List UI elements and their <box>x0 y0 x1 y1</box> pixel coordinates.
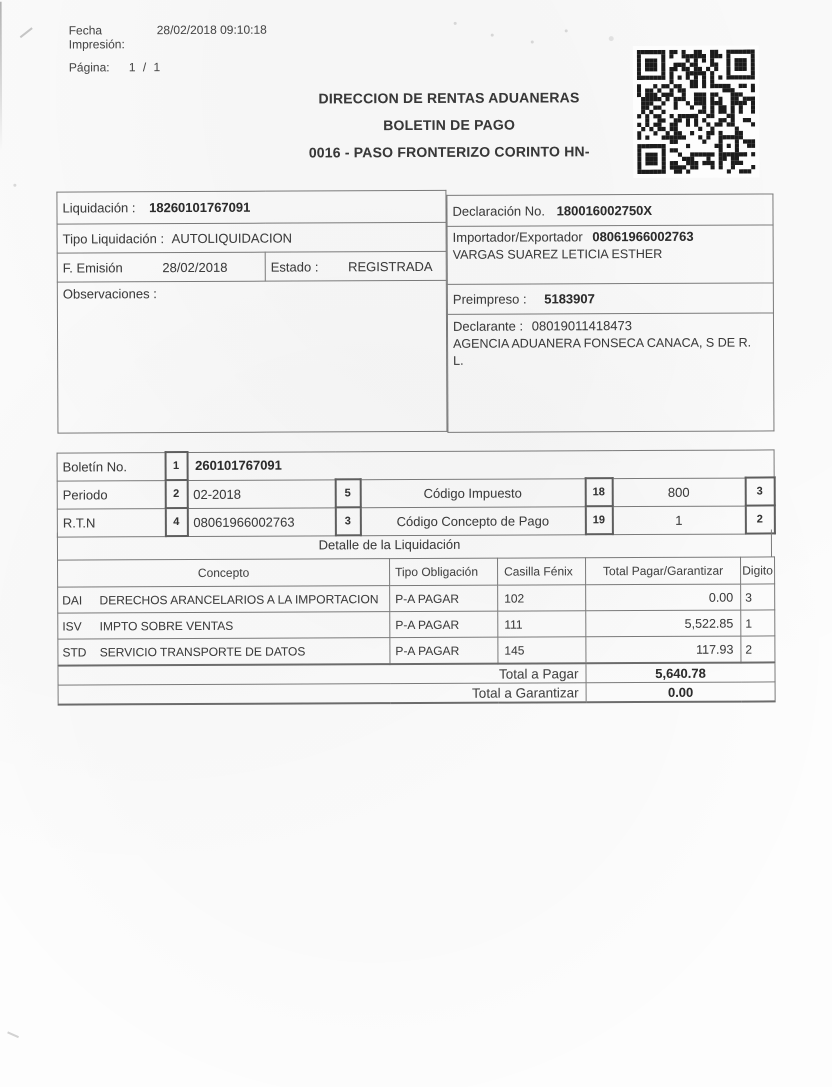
casilla-cell: 102 <box>498 585 586 611</box>
importador-line <box>453 228 773 244</box>
scan-speck <box>609 36 614 41</box>
importador-row <box>447 225 773 284</box>
codigo-concepto-box: 3 <box>335 507 360 535</box>
liquidacion-label: Liquidación : <box>62 200 136 216</box>
concepto-cell <box>58 586 390 613</box>
emision-value: 28/02/2018 <box>162 259 228 275</box>
declaracion-cell <box>447 194 773 226</box>
importador-cell <box>447 225 773 284</box>
header-tipo-obligacion: Tipo Obligación <box>390 558 498 585</box>
fecha-impresion-row <box>69 23 267 52</box>
observaciones-label: Observaciones : <box>62 286 157 302</box>
liquidacion-row <box>57 190 446 224</box>
fecha-impresion-value: 28/02/2018 09:10:18 <box>156 22 267 38</box>
pagina-row <box>69 60 267 75</box>
emision-cell <box>57 252 265 282</box>
declarante-cell <box>447 313 774 432</box>
scan-speck <box>95 241 98 244</box>
declaracion-value: 180016002750X <box>556 202 653 218</box>
fecha-impresion-label: Fecha Impresión: <box>68 23 125 52</box>
codigo-concepto-digito: 2 <box>745 505 774 533</box>
tipo-obligacion-cell: P-A PAGAR <box>390 637 498 664</box>
total-garantizar-value: 0.00 <box>586 682 775 702</box>
casilla-cell: 111 <box>498 611 586 637</box>
declarante-nombre: AGENCIA ADUANERA FONSECA CANACA, S DE R. L. <box>453 335 752 368</box>
detalle-header-row <box>58 557 775 587</box>
observaciones-row <box>57 280 447 433</box>
detalle-row-isv <box>58 610 775 639</box>
codigo-concepto-numbox: 19 <box>585 506 612 534</box>
importador-nombre: VARGAS SUAREZ LETICIA ESTHER <box>452 246 663 262</box>
emision-estado-row <box>57 251 446 282</box>
concepto-cell <box>58 638 390 666</box>
codigo-impuesto-numbox: 18 <box>585 478 612 506</box>
rtn-label: R.T.N <box>57 508 165 536</box>
detalle-title: Detalle de la Liquidación <box>57 529 772 559</box>
preimpreso-cell <box>447 283 773 314</box>
declaracion-row <box>447 194 773 226</box>
concepto-cell <box>58 612 390 639</box>
casilla-cell: 145 <box>498 637 586 664</box>
concepto-code: ISV <box>62 618 82 634</box>
periodo-value: 02-2018 <box>187 479 335 508</box>
title-direccion: DIRECCION DE RENTAS ADUANERAS <box>318 89 580 107</box>
codigo-impuesto-digito: 3 <box>745 477 774 505</box>
codigo-impuesto-value: 800 <box>612 478 745 507</box>
declarante-label: Declarante : <box>452 318 524 334</box>
total-cell: 5,522.85 <box>586 610 741 637</box>
digito-cell: 1 <box>741 610 775 636</box>
document-title <box>239 89 659 172</box>
detalle-row-std <box>58 636 775 666</box>
declarante-row <box>447 313 774 432</box>
concepto-code: DAI <box>62 592 83 608</box>
header-concepto: Concepto <box>58 559 390 587</box>
print-meta <box>69 23 267 84</box>
scan-scratch <box>20 27 33 38</box>
rtn-numbox: 4 <box>165 508 187 536</box>
importador-label: Importador/Exportador <box>452 229 583 245</box>
total-cell: 117.93 <box>586 636 741 663</box>
total-pagar-value: 5,640.78 <box>586 662 775 682</box>
scan-speck <box>491 34 494 37</box>
liquidacion-table-right <box>446 193 774 432</box>
boletin-no-row <box>57 449 774 480</box>
tipo-liquidacion-value: AUTOLIQUIDACION <box>171 230 293 246</box>
digito-cell: 2 <box>741 636 775 663</box>
scan-speck <box>531 40 534 43</box>
periodo-label: Periodo <box>57 480 165 508</box>
tipo-obligacion-cell: P-A PAGAR <box>390 611 498 637</box>
importador-value: 08061966002763 <box>592 228 694 245</box>
scan-speck <box>13 184 16 187</box>
estado-label: Estado : <box>270 258 319 275</box>
preimpreso-row <box>447 283 773 314</box>
boletin-no-label: Boletín No. <box>57 452 165 480</box>
codigo-impuesto-label: Código Impuesto <box>360 478 585 507</box>
tipo-liquidacion-cell <box>57 222 446 253</box>
header-total-pagar: Total Pagar/Garantizar <box>586 557 741 585</box>
observaciones-cell <box>57 280 447 433</box>
concepto-desc: SERVICIO TRANSPORTE DE DATOS <box>99 643 306 659</box>
detalle-row-dai <box>58 584 775 613</box>
scan-scratch <box>7 1031 19 1038</box>
preimpreso-value: 5183907 <box>544 291 595 307</box>
scan-speck <box>454 22 457 25</box>
tipo-liquidacion-label: Tipo Liquidación : <box>62 230 165 247</box>
boletin-table <box>57 448 776 537</box>
total-pagar-label: Total a Pagar <box>58 663 586 685</box>
scan-edge-shadow <box>0 2 2 152</box>
title-aduana: 0016 - PASO FRONTERIZO CORINTO HN- <box>308 143 590 161</box>
liquidacion-cell <box>57 190 446 224</box>
boletin-no-value: 260101767091 <box>187 449 774 480</box>
header-digito: Digito <box>741 557 775 584</box>
detalle-table <box>57 556 776 705</box>
concepto-desc: DERECHOS ARANCELARIOS A LA IMPORTACION <box>99 591 379 607</box>
concepto-code: STD <box>62 644 87 660</box>
header-casilla-fenix: Casilla Fénix <box>498 558 586 585</box>
digito-cell: 3 <box>741 584 775 610</box>
periodo-row <box>57 477 774 508</box>
pagina-label: Página: <box>68 60 110 75</box>
total-garantizar-label: Total a Garantizar <box>58 683 586 705</box>
concepto-desc: IMPTO SOBRE VENTAS <box>99 618 234 633</box>
liquidacion-value: 18260101767091 <box>149 199 251 216</box>
total-garantizar-row <box>58 682 775 705</box>
codigo-concepto-value: 1 <box>612 506 745 535</box>
declarante-value: 08019011418473 <box>531 318 633 334</box>
emision-label: F. Emisión <box>62 259 123 276</box>
title-boletin: BOLETIN DE PAGO <box>383 116 516 134</box>
tipo-liquidacion-row <box>57 222 446 253</box>
total-cell: 0.00 <box>586 584 741 611</box>
liquidacion-table-left <box>56 190 447 434</box>
scan-speck <box>565 29 568 32</box>
codigo-impuesto-box: 5 <box>335 479 360 507</box>
declaracion-label: Declaración No. <box>452 202 546 219</box>
qr-code <box>633 46 760 179</box>
estado-value: REGISTRADA <box>348 258 433 274</box>
boletin-no-numbox: 1 <box>165 452 187 480</box>
declarante-line <box>453 317 773 333</box>
codigo-concepto-label: Código Concepto de Pago <box>360 506 585 535</box>
preimpreso-label: Preimpreso : <box>452 291 527 307</box>
rtn-value: 08061966002763 <box>187 507 335 536</box>
tipo-obligacion-cell: P-A PAGAR <box>390 585 498 611</box>
estado-cell <box>265 251 446 281</box>
periodo-numbox: 2 <box>165 480 187 508</box>
pagina-value: 1 / 1 <box>128 60 163 75</box>
